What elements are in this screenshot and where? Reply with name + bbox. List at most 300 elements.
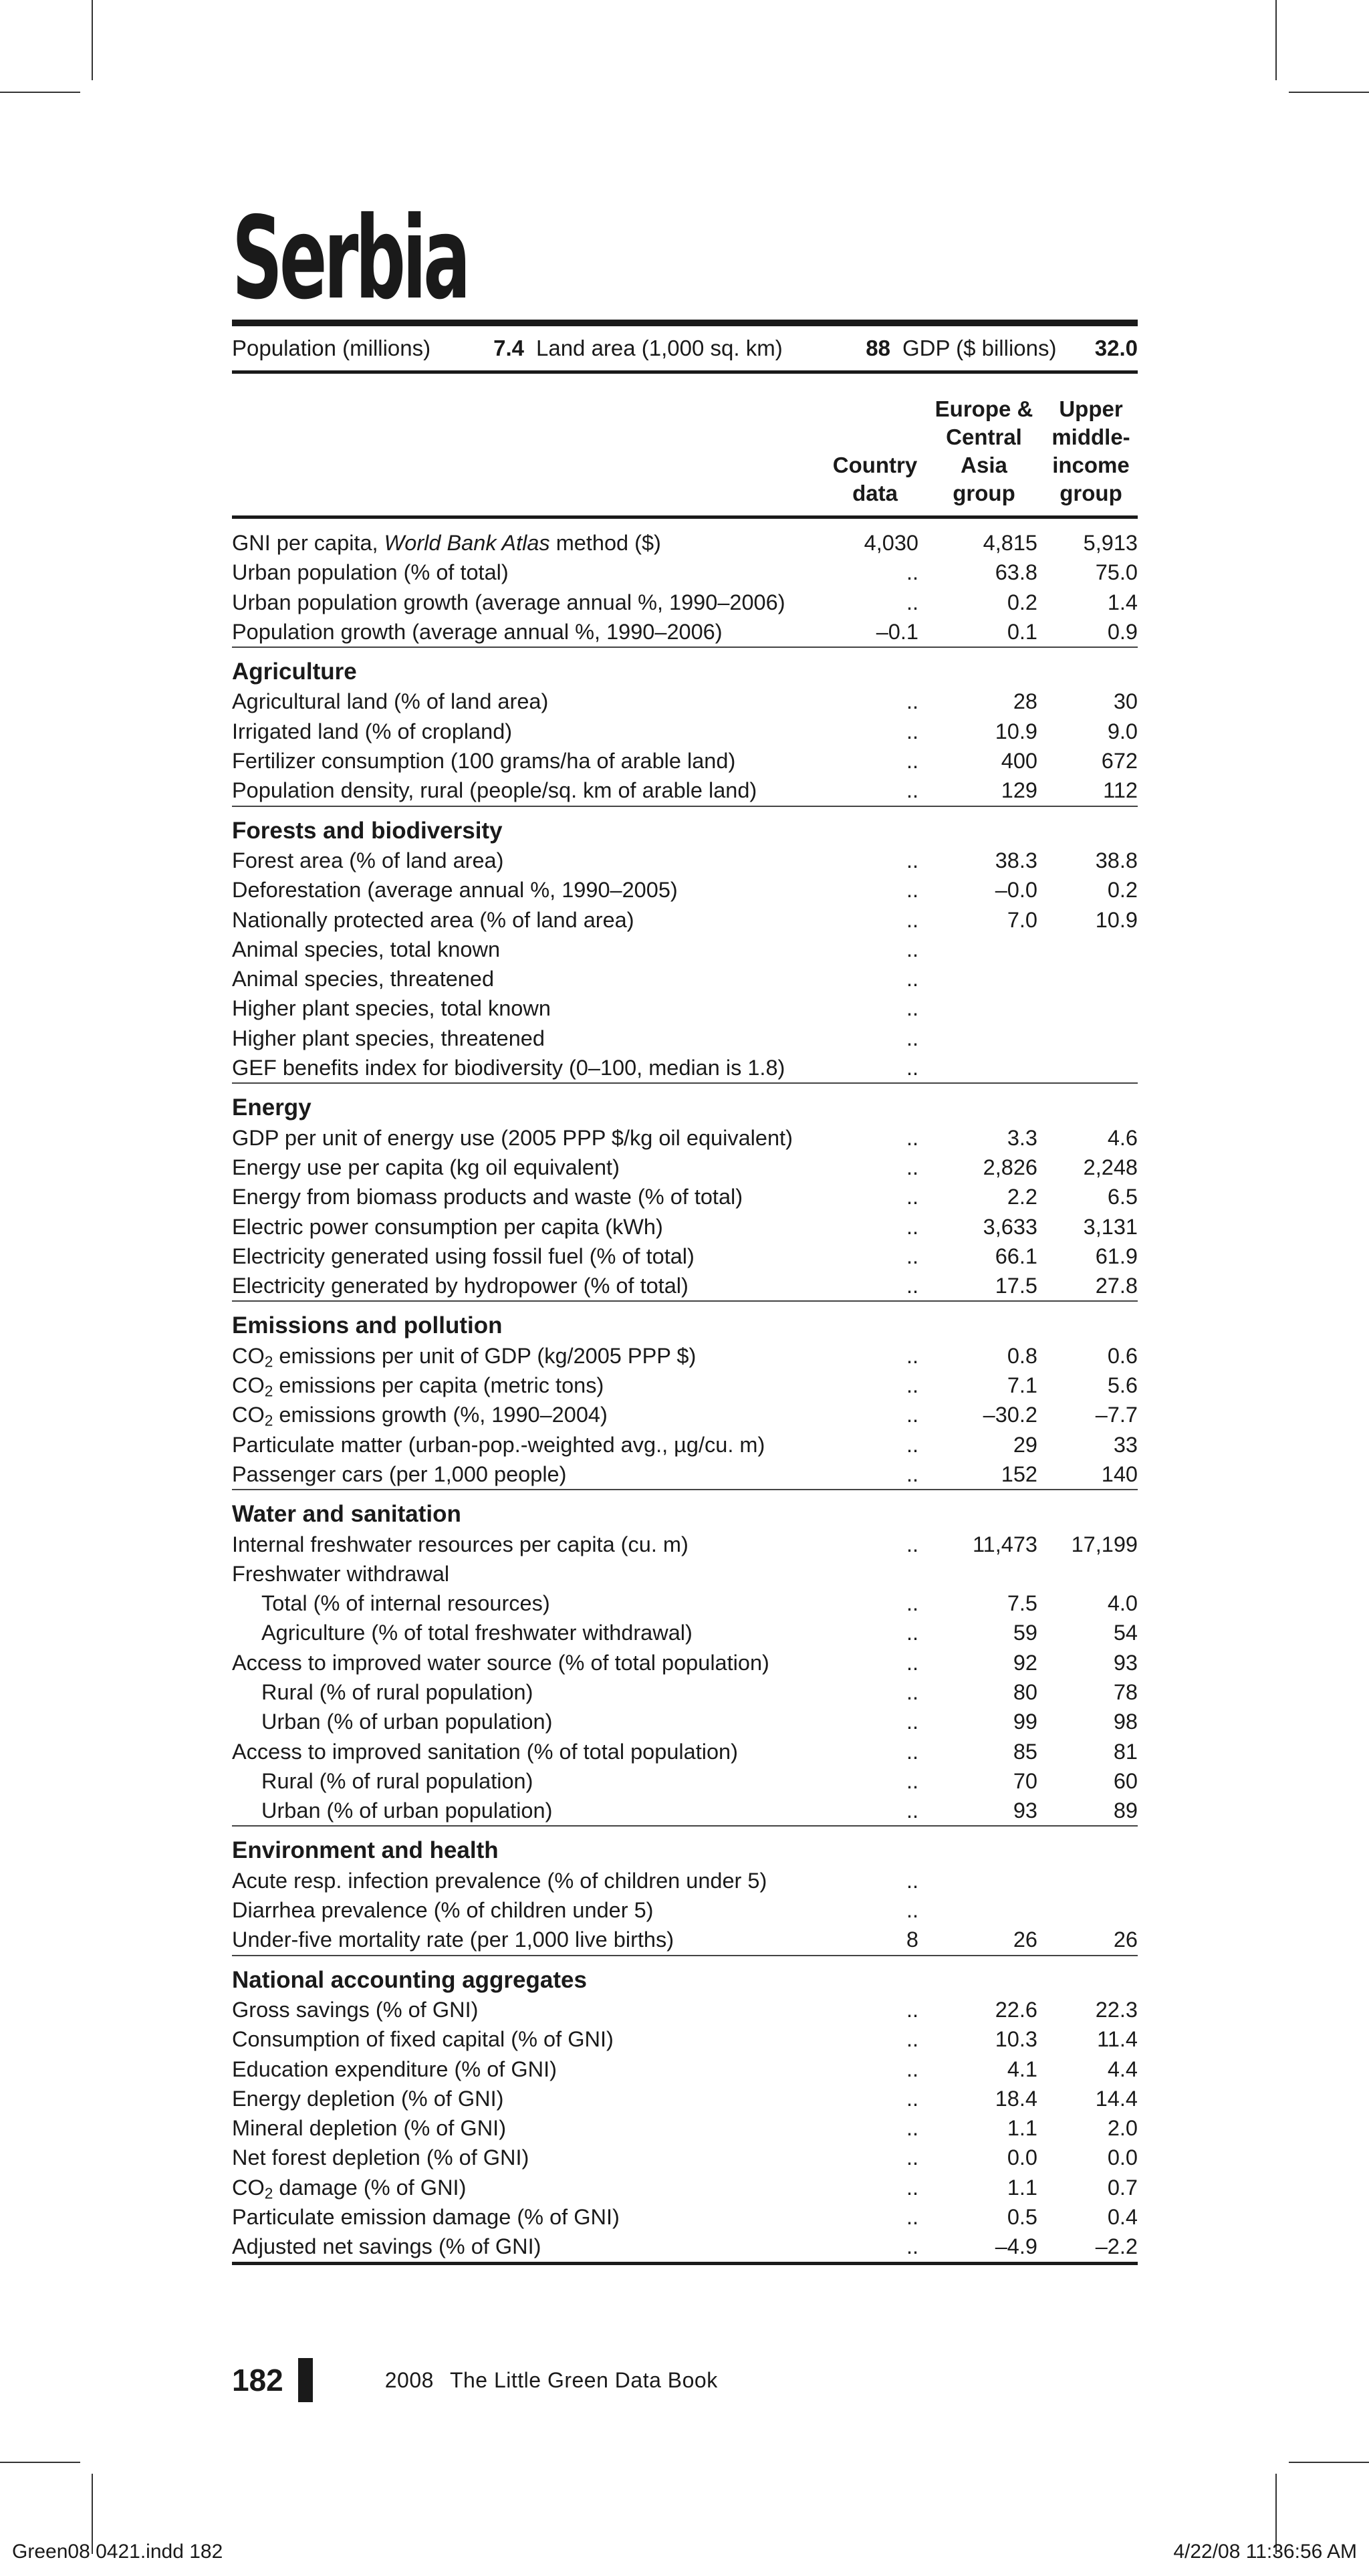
indicator-name: Fertilizer consumption (100 grams/ha of arable land) <box>232 749 736 774</box>
income-value: 54 <box>1113 1621 1138 1645</box>
income-value: 140 <box>1101 1461 1138 1486</box>
income-value: 2,248 <box>1083 1155 1138 1179</box>
indicator-name: Rural (% of rural population) <box>261 1768 533 1793</box>
country-value: .. <box>906 590 918 614</box>
region-value: 22.6 <box>995 1997 1037 2022</box>
footer-year: 2008 <box>384 2367 434 2392</box>
table-row <box>232 1400 1138 1429</box>
region-value: –30.2 <box>983 1403 1037 1427</box>
indicator-name: Particulate matter (urban-pop.-weighted avg., µg/cu. m) <box>232 1432 765 1457</box>
table-row <box>232 1123 1138 1153</box>
region-value <box>918 993 1037 1023</box>
country-value: .. <box>906 1373 918 1398</box>
table-row <box>232 1212 1138 1242</box>
income-value: 14.4 <box>1095 2086 1138 2111</box>
table-row <box>232 1648 1138 1677</box>
indicator-table <box>232 519 1138 2265</box>
table-row <box>232 558 1138 587</box>
table-row <box>232 2143 1138 2172</box>
section-heading <box>232 1836 1138 1865</box>
region-value <box>918 935 1037 964</box>
region-value: 0.1 <box>1007 619 1037 644</box>
country-value: .. <box>906 1591 918 1616</box>
table-row <box>232 1459 1138 1489</box>
region-value: 1.1 <box>1007 2116 1037 2141</box>
country-value: .. <box>906 878 918 903</box>
table-row <box>232 1677 1138 1707</box>
section-title: Forests and biodiversity <box>232 817 503 844</box>
indicator-name: Population growth (average annual %, 1990–2006) <box>232 619 723 644</box>
indicator-name-suffix: emissions per unit of GDP (kg/2005 PPP $) <box>273 1343 697 1368</box>
country-value: –0.1 <box>876 619 918 644</box>
indicator-name: Passenger cars (per 1,000 people) <box>232 1461 567 1486</box>
region-value: 3,633 <box>983 1214 1037 1239</box>
income-value: 98 <box>1113 1710 1138 1734</box>
column-header-income: Upper middle-income group <box>1051 396 1130 505</box>
column-header-region: Europe & Central Asia group <box>935 396 1033 505</box>
income-value: 22.3 <box>1095 1997 1138 2022</box>
table-row <box>232 964 1138 993</box>
indicator-name-prefix: CO <box>232 1403 265 1427</box>
income-value: 9.0 <box>1107 719 1138 743</box>
indicator-name: Irrigated land (% of cropland) <box>232 719 513 743</box>
table-row <box>232 1182 1138 1211</box>
indicator-name: GEF benefits index for biodiversity (0–100, median is 1.8) <box>232 1056 785 1080</box>
print-slug-file: Green08 0421.indd 182 <box>12 2541 223 2563</box>
row-spacer <box>232 1827 1138 1836</box>
region-value: 11,473 <box>973 1532 1037 1556</box>
page-number: 182 <box>232 2363 283 2397</box>
table-row <box>232 1341 1138 1371</box>
indicator-name: Urban population (% of total) <box>232 560 509 585</box>
indicator-name: Freshwater withdrawal <box>232 1561 450 1586</box>
row-spacer <box>232 1490 1138 1500</box>
table-row <box>232 717 1138 746</box>
indicator-name: Forest area (% of land area) <box>232 848 504 872</box>
table-row <box>232 1925 1138 1954</box>
italic-source-name: World Bank Atlas <box>384 531 550 555</box>
income-value: 78 <box>1113 1679 1138 1704</box>
table-row <box>232 1153 1138 1182</box>
country-value <box>828 1559 918 1589</box>
country-value: .. <box>906 1532 918 1556</box>
table-bottom-rule <box>232 2262 1138 2265</box>
table-row <box>232 2084 1138 2113</box>
income-value: 89 <box>1113 1798 1138 1823</box>
indicator-name: Mineral depletion (% of GNI) <box>232 2116 507 2141</box>
crop-mark <box>92 0 93 80</box>
table-row <box>232 993 1138 1023</box>
country-value: .. <box>906 1343 918 1368</box>
indicator-name: Education expenditure (% of GNI) <box>232 2057 557 2081</box>
region-value: 99 <box>1013 1710 1037 1734</box>
section-title: Agriculture <box>232 659 357 685</box>
row-spacer <box>232 648 1138 657</box>
region-value <box>918 964 1037 993</box>
summary-value: 88 <box>866 336 890 360</box>
section-heading <box>232 657 1138 687</box>
section-title: Water and sanitation <box>232 1501 461 1528</box>
income-value <box>1037 964 1138 993</box>
region-value: 92 <box>1013 1650 1037 1675</box>
indicator-name: GNI per capita, World Bank Atlas method ($) <box>232 531 661 555</box>
income-value: 93 <box>1113 1650 1138 1675</box>
indicator-name: Acute resp. infection prevalence (% of children under 5) <box>232 1868 767 1893</box>
income-value: 2.0 <box>1107 2116 1138 2141</box>
table-row <box>232 1737 1138 1766</box>
region-value: 2,826 <box>983 1155 1037 1179</box>
country-value: .. <box>906 1997 918 2022</box>
country-value: .. <box>906 1898 918 1923</box>
row-spacer <box>232 807 1138 816</box>
table-row <box>232 1024 1138 1053</box>
country-page <box>232 187 1138 2265</box>
summary-label: Land area (1,000 sq. km) <box>536 336 783 360</box>
indicator-name-suffix: damage (% of GNI) <box>273 2175 467 2200</box>
income-value: 6.5 <box>1107 1185 1138 1209</box>
crop-mark <box>0 92 80 93</box>
region-value: 400 <box>1001 749 1037 774</box>
region-value: 7.5 <box>1007 1591 1037 1616</box>
income-value: 11.4 <box>1097 2027 1138 2052</box>
income-value <box>1037 993 1138 1023</box>
row-spacer <box>232 1956 1138 1966</box>
country-value: .. <box>906 1768 918 1793</box>
table-row <box>232 1796 1138 1825</box>
indicator-name-prefix: CO <box>232 2175 265 2200</box>
table-row <box>232 1766 1138 1796</box>
table-row <box>232 1707 1138 1736</box>
country-value: 8 <box>906 1927 918 1952</box>
income-value <box>1037 1024 1138 1053</box>
summary-label: Population (millions) <box>232 336 431 360</box>
income-value: 672 <box>1101 749 1138 774</box>
income-value: 33 <box>1113 1432 1138 1457</box>
income-value: 0.7 <box>1107 2175 1138 2200</box>
region-value: 17.5 <box>995 1274 1037 1298</box>
country-value: .. <box>906 848 918 872</box>
region-value: 7.0 <box>1007 907 1037 932</box>
income-value <box>1037 1895 1138 1925</box>
indicator-name: GDP per unit of energy use (2005 PPP $/kg oil equivalent) <box>232 1125 793 1150</box>
region-value: 7.1 <box>1007 1373 1037 1398</box>
crop-mark <box>1275 0 1277 80</box>
income-value: 81 <box>1113 1739 1138 1764</box>
table-row <box>232 2202 1138 2232</box>
country-value: .. <box>906 907 918 932</box>
region-value: –4.9 <box>995 2234 1037 2259</box>
income-value: 60 <box>1113 1768 1138 1793</box>
country-value: .. <box>906 2205 918 2230</box>
section-title: National accounting aggregates <box>232 1966 587 1993</box>
table-row <box>232 588 1138 617</box>
income-value <box>1037 1559 1138 1589</box>
region-value: 10.9 <box>995 719 1037 743</box>
table-row <box>232 2055 1138 2084</box>
table-row <box>232 687 1138 716</box>
indicator-name: Urban population growth (average annual %, 1990–2006) <box>232 590 785 614</box>
row-spacer <box>232 1084 1138 1093</box>
indicator-name: Urban (% of urban population) <box>261 1710 553 1734</box>
income-value: 30 <box>1113 689 1138 714</box>
region-value: 28 <box>1013 689 1037 714</box>
country-value: .. <box>906 1710 918 1734</box>
page-number-bar <box>298 2358 313 2402</box>
country-value: .. <box>906 1621 918 1645</box>
country-value: .. <box>906 1155 918 1179</box>
indicator-name: Higher plant species, total known <box>232 996 551 1021</box>
indicator-name: Higher plant species, threatened <box>232 1026 545 1050</box>
region-value: 10.3 <box>995 2027 1037 2052</box>
country-value: .. <box>906 719 918 743</box>
indicator-name: Consumption of fixed capital (% of GNI) <box>232 2027 614 2052</box>
table-row <box>232 1559 1138 1589</box>
page-footer <box>232 2357 718 2404</box>
region-value: 18.4 <box>995 2086 1037 2111</box>
income-value: 10.9 <box>1095 907 1138 932</box>
income-value: 75.0 <box>1095 560 1138 585</box>
region-value: 80 <box>1013 1679 1037 1704</box>
row-spacer <box>232 519 1138 528</box>
section-heading <box>232 1966 1138 1995</box>
region-value <box>918 1559 1037 1589</box>
crop-mark <box>1289 92 1369 93</box>
region-value: 29 <box>1013 1432 1037 1457</box>
income-value <box>1037 935 1138 964</box>
crop-mark <box>0 2462 80 2463</box>
region-value: 70 <box>1013 1768 1037 1793</box>
table-row <box>232 528 1138 558</box>
income-value: 27.8 <box>1095 1274 1138 1298</box>
column-header-country: Country data <box>832 453 918 505</box>
table-row <box>232 935 1138 964</box>
region-value: 3.3 <box>1007 1125 1037 1150</box>
section-heading <box>232 1500 1138 1529</box>
indicator-name-subscript: 2 <box>264 1412 273 1429</box>
section-title: Environment and health <box>232 1837 499 1864</box>
indicator-name: Access to improved water source (% of total population) <box>232 1650 769 1675</box>
country-value: .. <box>906 1403 918 1427</box>
country-value: .. <box>906 2027 918 2052</box>
indicator-name: Particulate emission damage (% of GNI) <box>232 2205 620 2230</box>
income-value <box>1037 1053 1138 1082</box>
indicator-name: Agriculture (% of total freshwater withdrawal) <box>261 1621 693 1645</box>
income-value: 5,913 <box>1083 531 1138 555</box>
print-slug-timestamp: 4/22/08 11:36:56 AM <box>1173 2541 1357 2563</box>
country-value: .. <box>906 1739 918 1764</box>
country-value: .. <box>906 1056 918 1080</box>
indicator-name-suffix: emissions per capita (metric tons) <box>273 1373 604 1398</box>
region-value: 1.1 <box>1007 2175 1037 2200</box>
indicator-name: Energy from biomass products and waste (% of total) <box>232 1185 743 1209</box>
country-value: .. <box>906 1274 918 1298</box>
table-row <box>232 1866 1138 1895</box>
region-value: –0.0 <box>995 878 1037 903</box>
country-value: .. <box>906 967 918 991</box>
region-value: 26 <box>1013 1927 1037 1952</box>
country-value: .. <box>906 749 918 774</box>
indicator-name: Electric power consumption per capita (kWh) <box>232 1214 663 1239</box>
country-value: .. <box>906 1432 918 1457</box>
income-value: 0.2 <box>1107 878 1138 903</box>
table-row <box>232 1271 1138 1300</box>
country-value: .. <box>906 1214 918 1239</box>
indicator-name-prefix: CO <box>232 1343 265 1368</box>
country-value: .. <box>906 778 918 803</box>
country-value: .. <box>906 2234 918 2259</box>
income-value <box>1037 1866 1138 1895</box>
region-value: 0.2 <box>1007 590 1037 614</box>
indicator-name-subscript: 2 <box>264 1353 273 1371</box>
region-value <box>918 1895 1037 1925</box>
summary-label: GDP ($ billions) <box>902 336 1057 360</box>
indicator-name <box>232 1371 828 1400</box>
region-value: 4.1 <box>1007 2057 1037 2081</box>
indicator-name-prefix: CO <box>232 1373 265 1398</box>
country-value: .. <box>906 2145 918 2170</box>
table-row <box>232 1589 1138 1618</box>
region-value: 66.1 <box>995 1244 1037 1268</box>
indicator-name <box>232 1341 828 1371</box>
column-headers <box>232 374 1138 515</box>
region-value: 129 <box>1001 778 1037 803</box>
region-value <box>918 1053 1037 1082</box>
region-value: 152 <box>1001 1461 1037 1486</box>
income-value: –7.7 <box>1095 1403 1138 1427</box>
country-value: .. <box>906 1679 918 1704</box>
income-value: 61.9 <box>1095 1244 1138 1268</box>
country-value: .. <box>906 1798 918 1823</box>
region-value: 93 <box>1013 1798 1037 1823</box>
country-value: .. <box>906 996 918 1021</box>
country-value: .. <box>906 689 918 714</box>
table-row <box>232 2113 1138 2143</box>
region-value <box>918 1024 1037 1053</box>
country-value: .. <box>906 1026 918 1050</box>
indicator-name-subscript: 2 <box>264 1382 273 1400</box>
table-row <box>232 1430 1138 1459</box>
indicator-name: Diarrhea prevalence (% of children under 5) <box>232 1898 654 1923</box>
country-value: .. <box>906 1244 918 1268</box>
page-title: Serbia <box>232 193 468 325</box>
summary-bar <box>232 326 1138 370</box>
table-row <box>232 2173 1138 2202</box>
table-row <box>232 746 1138 776</box>
indicator-name: Energy use per capita (kg oil equivalent) <box>232 1155 620 1179</box>
indicator-name: Gross savings (% of GNI) <box>232 1997 479 2022</box>
table-row <box>232 1053 1138 1082</box>
income-value: 3,131 <box>1083 1214 1138 1239</box>
indicator-name: Under-five mortality rate (per 1,000 live births) <box>232 1927 674 1952</box>
income-value: 26 <box>1113 1927 1138 1952</box>
indicator-name: Nationally protected area (% of land area) <box>232 907 634 932</box>
table-row <box>232 776 1138 805</box>
indicator-name: Animal species, threatened <box>232 967 495 991</box>
section-title: Emissions and pollution <box>232 1312 503 1339</box>
indicator-name: Net forest depletion (% of GNI) <box>232 2145 529 2170</box>
income-value: 0.9 <box>1107 619 1138 644</box>
table-row <box>232 1995 1138 2024</box>
table-row <box>232 1242 1138 1271</box>
income-value: 4.6 <box>1107 1125 1138 1150</box>
table-row <box>232 617 1138 647</box>
region-value: 2.2 <box>1007 1185 1037 1209</box>
region-value: 85 <box>1013 1739 1037 1764</box>
income-value: 38.8 <box>1095 848 1138 872</box>
income-value: 5.6 <box>1107 1373 1138 1398</box>
region-value: 38.3 <box>995 848 1037 872</box>
income-value: –2.2 <box>1095 2234 1138 2259</box>
crop-mark <box>1289 2462 1369 2463</box>
indicator-name: Total (% of internal resources) <box>261 1591 550 1616</box>
indicator-name-suffix: emissions growth (%, 1990–2004) <box>273 1403 608 1427</box>
indicator-name: Adjusted net savings (% of GNI) <box>232 2234 541 2259</box>
section-heading <box>232 816 1138 846</box>
income-value: 112 <box>1103 778 1138 803</box>
table-row <box>232 846 1138 875</box>
indicator-name <box>232 1400 828 1429</box>
indicator-name: Rural (% of rural population) <box>261 1679 533 1704</box>
table-row <box>232 1371 1138 1400</box>
region-value <box>918 1866 1037 1895</box>
indicator-name <box>232 2173 828 2202</box>
region-value: 63.8 <box>995 560 1037 585</box>
income-value: 0.6 <box>1107 1343 1138 1368</box>
country-value: .. <box>906 1650 918 1675</box>
indicator-name: Access to improved sanitation (% of total population) <box>232 1739 738 1764</box>
income-value: 4.4 <box>1107 2057 1138 2081</box>
region-value: 59 <box>1013 1621 1037 1645</box>
table-row <box>232 905 1138 935</box>
country-value: .. <box>906 1185 918 1209</box>
section-heading <box>232 1311 1138 1340</box>
summary-value: 7.4 <box>493 336 524 360</box>
summary-value: 32.0 <box>1094 336 1138 360</box>
country-value: .. <box>906 1125 918 1150</box>
country-value: .. <box>906 2057 918 2081</box>
region-value: 4,815 <box>983 531 1037 555</box>
country-value: .. <box>906 560 918 585</box>
region-value: 0.5 <box>1007 2205 1037 2230</box>
country-value: .. <box>906 937 918 961</box>
indicator-name: Electricity generated using fossil fuel (% of total) <box>232 1244 695 1268</box>
indicator-name: Urban (% of urban population) <box>261 1798 553 1823</box>
table-row <box>232 1895 1138 1925</box>
indicator-name: Electricity generated by hydropower (% of total) <box>232 1274 689 1298</box>
table-row <box>232 1530 1138 1559</box>
indicator-name: Animal species, total known <box>232 937 501 961</box>
footer-book-title: The Little Green Data Book <box>449 2367 718 2392</box>
indicator-name-subscript: 2 <box>264 2184 273 2202</box>
country-value: .. <box>906 1461 918 1486</box>
income-value: 1.4 <box>1107 590 1138 614</box>
indicator-name: Population density, rural (people/sq. km of arable land) <box>232 778 757 803</box>
table-row <box>232 2024 1138 2054</box>
indicator-name: Internal freshwater resources per capita (cu. m) <box>232 1532 689 1556</box>
table-row <box>232 875 1138 905</box>
row-spacer <box>232 1302 1138 1311</box>
section-title: Energy <box>232 1094 312 1121</box>
region-value: 0.8 <box>1007 1343 1037 1368</box>
section-heading <box>232 1093 1138 1123</box>
income-value: 4.0 <box>1107 1591 1138 1616</box>
country-value: 4,030 <box>864 531 918 555</box>
region-value: 0.0 <box>1007 2145 1037 2170</box>
country-value: .. <box>906 2175 918 2200</box>
indicator-name: Energy depletion (% of GNI) <box>232 2086 504 2111</box>
table-row <box>232 2232 1138 2261</box>
table-row <box>232 1618 1138 1647</box>
